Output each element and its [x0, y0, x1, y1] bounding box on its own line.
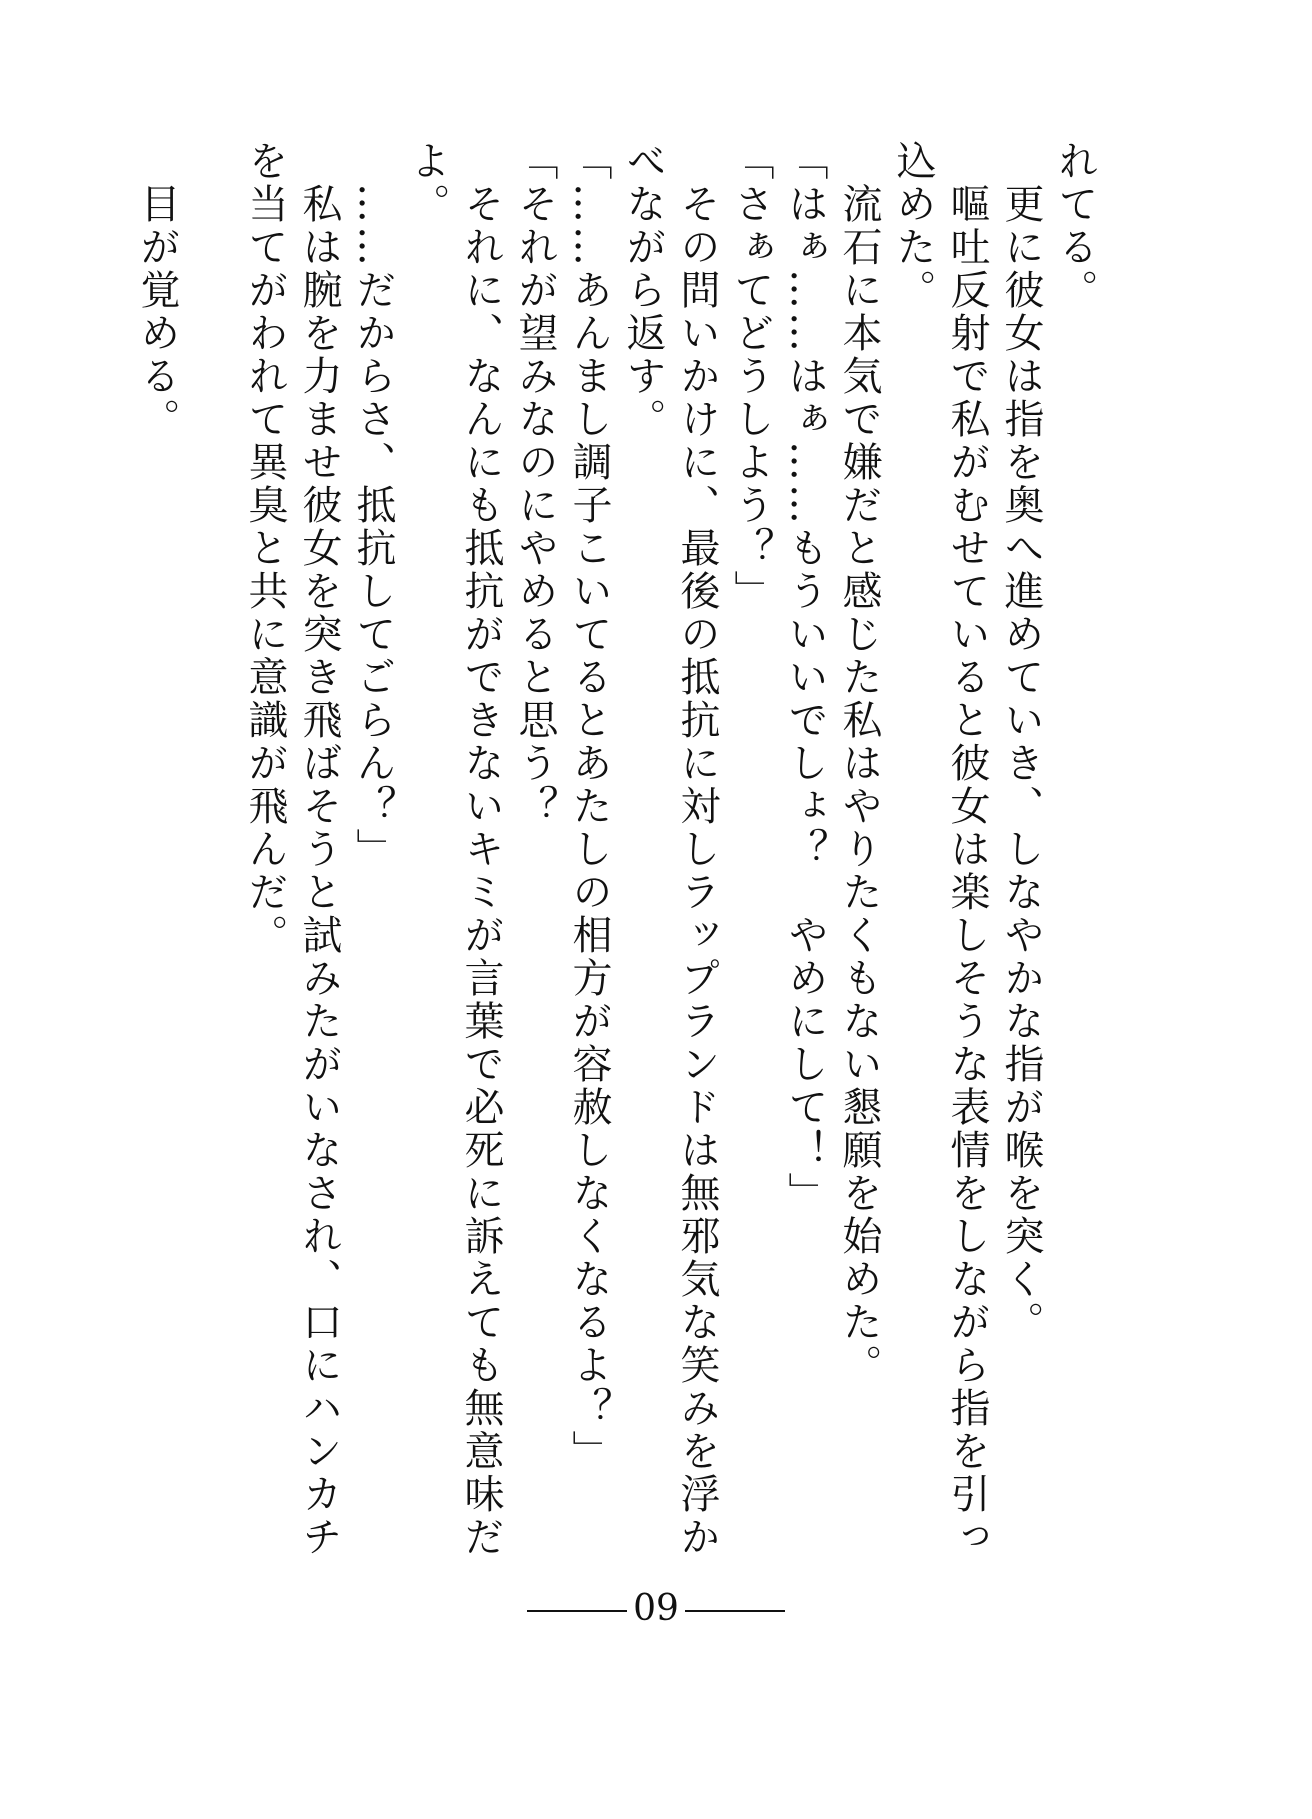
- text-line: 目が覚める。: [134, 140, 180, 441]
- dialogue-line: それに、なんにも抵抗ができないキミが言葉で必死に訴えても無意味だよ。: [404, 140, 504, 1559]
- text-line: 私は腕を力ませ彼女を突き飛ばそうと試みたがいなされ、口にハンカチを当てがわれて異臭と共に意識が飛んだ。: [242, 140, 342, 1559]
- page-number: 09: [633, 1588, 679, 1629]
- text-line: 嘔吐反射で私がむせていると彼女は楽しそうな表情をしながら指を引っ込めた。: [890, 140, 990, 1559]
- dialogue-line: 「はぁ……はぁ……もういいでしょ？ やめにして！」: [782, 140, 828, 1215]
- footer-rule-right: [685, 1610, 785, 1612]
- dialogue-line: 「……あんまし調子こいてるとあたしの相方が容赦しなくなるよ？」: [566, 140, 612, 1473]
- vertical-text-body: [134, 140, 1102, 1580]
- dialogue-line: ……だからさ、抵抗してごらん？」: [350, 140, 396, 871]
- page-footer: [0, 1588, 1312, 1629]
- dialogue-line: 「それが望みなのにやめると思う？: [512, 140, 558, 828]
- blank-line: [184, 140, 238, 1580]
- text-line: その問いかけに、最後の抵抗に対しラップランドは無邪気な笑みを浮かべながら返す。: [620, 140, 720, 1559]
- text-line: 更に彼女は指を奥へ進めていき、しなやかな指が喉を突く。: [998, 140, 1044, 1344]
- footer-rule-left: [527, 1610, 627, 1612]
- text-line: 流石に本気で嫌だと感じた私はやりたくもない懇願を始めた。: [836, 140, 882, 1387]
- dialogue-line: 「さぁてどうしよう？」: [728, 140, 774, 613]
- text-line: れてる。: [1052, 140, 1098, 312]
